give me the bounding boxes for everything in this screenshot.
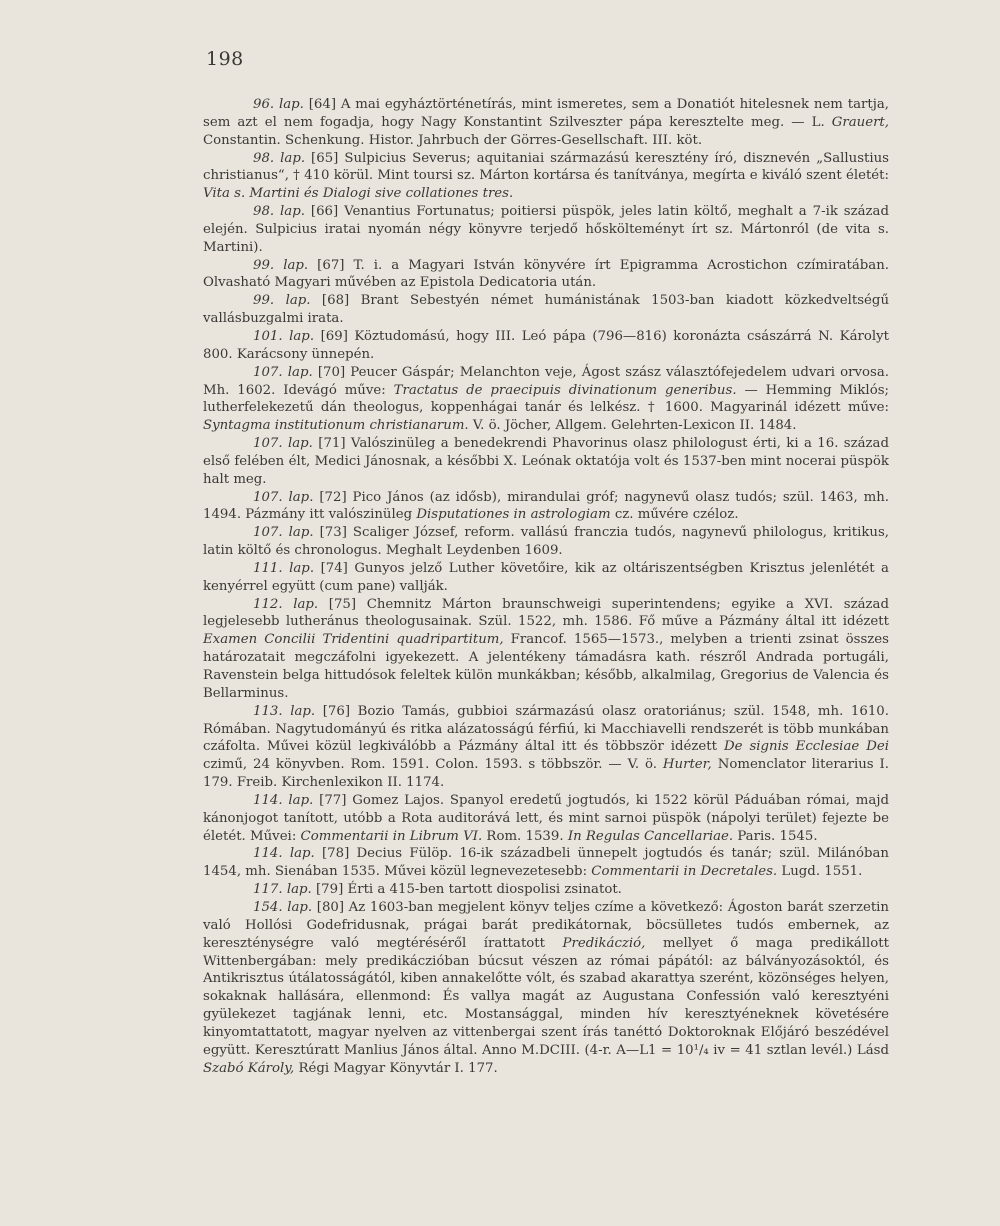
- endnote-page-ref: 117. lap.: [253, 882, 312, 898]
- endnote-text: [68] Brant Sebestyén német humánistának 1503-ban kiadott közkedveltségű vallásbuzgalmi irata.: [203, 293, 890, 327]
- endnote-page-ref: 114. lap.: [253, 792, 314, 808]
- endnote: [203, 881, 889, 899]
- endnote-page-ref: 96. lap.: [253, 97, 304, 112]
- endnote: [203, 292, 889, 328]
- endnote-page-ref: 111. lap.: [253, 560, 315, 576]
- endnote-text: mellyet ő maga predikállott Wittenbergában: mely predikáczióban búcsut vészen az római pápától: az bálványozásoktól, és Antikrisztus útálatosságától, kiben annakelőtte vólt, és szabad akarattya szerént, közönséges helyen, sokaknak hallására, ellenmond: És vallya magát az Augustana Confessión való keresztyéni gyülekezet tagjának lenni, etc. Mostansággal, minden hív keresztyéneknek követésére kinyomtattatott, magyar nyelven az vittenbergai szent írás tanéttó Doktoroknak Előjáró beszédével együtt. Keresztúratt Manlius János által. Anno M.DCIII. (4-r. A—L1 = 10¹/₄ iv = 41 sztlan levél.) Lásd: [203, 935, 889, 1058]
- endnote-text: Nomenclator literarius I. 179. Freib. Kirchenlexikon II. 1174.: [203, 757, 889, 791]
- endnote-text: [80] Az 1603-ban megjelent könyv teljes czíme a következő: Ágoston barát szerzetin való Hollósi Godefridusnak, prágai barát predikátornak, böcsülletes tudós embernek, az kereszténységre való megtéréséről írattatott: [203, 899, 889, 951]
- endnote: [203, 203, 889, 257]
- endnote: [203, 435, 889, 489]
- endnote-text: [71] Valószinüleg a benedekrendi Phavorinus olasz philologust érti, ki a 16. század első felében élt, Medici Jánosnak, a későbbi X. Leónak oktatója volt és 1537-ben mint nocerai püspök halt meg.: [203, 436, 889, 487]
- endnote: [203, 96, 889, 150]
- endnote-page-ref: 114. lap.: [253, 846, 315, 862]
- endnote-page-ref: 107. lap.: [253, 364, 313, 380]
- endnote: [203, 524, 889, 560]
- endnote-text: [65] Sulpicius Severus; aquitaniai származású keresztény író, disznevén „Sallustius christianus“, † 410 körül. Mint toursi sz. Márton kortársa és tanítványa, megírta e kiváló szent életét:: [203, 150, 889, 184]
- endnote-text: cz. művére czéloz.: [610, 507, 739, 523]
- endnote: [203, 560, 889, 596]
- endnote-italic-text: Vita s. Martini és Dialogi sive collationes tres.: [203, 186, 514, 202]
- endnote-text: Constantin. Schenkung. Histor. Jahrbuch der Görres-Gesellschaft. III. köt.: [203, 132, 703, 148]
- endnotes: [203, 96, 889, 1077]
- endnote-italic-text: Commentarii in Librum VI.: [300, 828, 483, 844]
- endnote-text: czimű, 24 könyvben. Rom. 1591. Colon. 1593. s többször. — V. ö.: [203, 757, 663, 773]
- endnote-text: [67] T. i. a Magyari István könyvére írt Epigramma Acrostichon czímiratában. Olvasható Magyari művében az Epistola Dedicatoria után.: [203, 257, 889, 291]
- endnote-text: Paris. 1545.: [733, 828, 818, 844]
- endnote: [203, 364, 889, 435]
- endnote-text: [73] Scaliger József, reform. vallású franczia tudós, nagynevű philologus, kritikus, latin költő és chronologus. Meghalt Leydenben 1609.: [203, 525, 889, 559]
- endnote: [203, 150, 889, 204]
- endnote-italic-text: Hurter,: [662, 757, 712, 773]
- endnote-text: — Hemming Miklós; lutherfelekezetű dán theologus, koppenhágai tanár és lelkész. † 1600. Magyarinál idézett műve:: [203, 382, 889, 416]
- endnote: [203, 845, 889, 881]
- endnote: [203, 328, 889, 364]
- endnote-text: [76] Bozio Tamás, gubbioi származású olasz oratoriánus; szül. 1548, mh. 1610. Rómában. Nagytudományú és ritka alázatosságú férfiú, ki Macchiavelli rendszerét is több munkában czáfolta. Művei közül legkiválóbb a Pázmány által itt és többször idézett: [203, 703, 889, 755]
- endnote-text: [79] Érti a 415-ben tartott diospolisi zsinatot.: [311, 882, 622, 898]
- endnote-text: [74] Gunyos jelző Luther követőire, kik az oltáriszentségben Krisztus jelenlétét a kenyérrel együtt (cum pane) vallják.: [203, 560, 889, 594]
- endnote-italic-text: Predikáczió,: [562, 935, 646, 951]
- endnote-page-ref: 107. lap.: [253, 525, 314, 541]
- endnote: [203, 596, 889, 703]
- endnote-text: V. ö. Jöcher, Allgem. Gelehrten-Lexicon II. 1484.: [468, 418, 797, 434]
- endnote: [203, 899, 889, 1077]
- endnote: [203, 703, 889, 792]
- endnote-text: [70] Peucer Gáspár; Melanchton veje, Ágost szász választófejedelem udvari orvosa. Mh. 1602. Idevágó műve:: [203, 364, 889, 398]
- endnote-text: Régi Magyar Könyvtár I. 177.: [294, 1060, 498, 1076]
- endnote-page-ref: 98. lap.: [253, 150, 306, 166]
- endnote-text: Lugd. 1551.: [777, 864, 863, 880]
- endnote-text: Rom. 1539.: [482, 828, 568, 844]
- endnote: [203, 792, 889, 846]
- endnote-italic-text: Tractatus de praecipuis divinationum generibus.: [393, 382, 737, 398]
- endnote-italic-text: Commentarii in Decretales.: [591, 864, 778, 880]
- endnote-text: [75] Chemnitz Márton braunschweigi superintendens; egyike a XVI. század legjelesebb lutheránus theologusainak. Szül. 1522, mh. 1586. Fő műve a Pázmány által itt idézett: [203, 596, 889, 630]
- endnote-italic-text: Grauert,: [831, 114, 889, 130]
- endnote: [203, 489, 889, 525]
- endnote-page-ref: 107. lap.: [253, 489, 314, 505]
- endnote-italic-text: Szabó Károly,: [203, 1060, 295, 1076]
- endnote-text: [77] Gomez Lajos. Spanyol eredetű jogtudós, ki 1522 körül Páduában római, majd kánonjogot tanított, utóbb a Rota auditorává lett, és mint sarnoi püspök (nápolyi terület) fejezte be életét. Művei:: [203, 792, 889, 844]
- endnote-text: Francof. 1565—1573., melyben a trienti zsinat összes határozatait megczáfolni igyekezett. A jelentékeny támadásra kath. részről Andrada portugáli, Ravenstein belga hittudósok feleltek külön munkákban; később, alkalmilag, Gregorius de Valencia és Bellarminus.: [203, 632, 889, 701]
- endnote-text: [72] Pico János (az idősb), mirandulai gróf; nagynevű olasz tudós; szül. 1463, mh. 1494. Pázmány itt valószinüleg: [203, 489, 889, 523]
- endnote-text: [69] Köztudomású, hogy III. Leó pápa (796—816) koronázta császárrá N. Károlyt 800. Karácsony ünnepén.: [203, 328, 889, 362]
- endnote-text: [66] Venantius Fortunatus; poitiersi püspök, jeles latin költő, meghalt a 7-ik század elején. Sulpicius iratai nyomán négy könyvre terjedő hőskölteményt írt sz. Mártonról (de vita s. Martini).: [203, 204, 889, 255]
- endnote-italic-text: Examen Concilii Tridentini quadripartitum,: [203, 632, 504, 648]
- endnote-italic-text: Syntagma institutionum christianarum.: [203, 418, 469, 434]
- endnote-page-ref: 107. lap.: [253, 436, 313, 452]
- page-number: 198: [206, 48, 244, 70]
- endnote-text: [64] A mai egyháztörténetírás, mint ismeretes, sem a Donatiót hitelesnek nem tartja, sem azt el nem fogadja, hogy Nagy Konstantint Szilveszter pápa keresztelte meg. — L.: [203, 97, 889, 130]
- endnote-page-ref: 112. lap.: [253, 596, 319, 612]
- endnote: [203, 257, 889, 293]
- endnote-italic-text: De signis Ecclesiae Dei: [723, 739, 889, 755]
- endnote-italic-text: In Regulas Cancellariae.: [567, 828, 734, 844]
- endnote-italic-text: Disputationes in astrologiam: [416, 507, 611, 523]
- endnote-page-ref: 98. lap.: [253, 204, 305, 220]
- endnote-text: [78] Decius Fülöp. 16-ik századbeli ünnepelt jogtudós és tanár; szül. Milánóban 1454, mh. Sienában 1535. Művei közül legnevezetesebb:: [203, 846, 889, 880]
- endnote-page-ref: 154. lap.: [253, 899, 313, 915]
- endnote-page-ref: 99. lap.: [253, 257, 309, 273]
- endnote-page-ref: 99. lap.: [253, 293, 311, 309]
- endnote-page-ref: 101. lap.: [253, 328, 315, 344]
- endnote-page-ref: 113. lap.: [253, 703, 316, 719]
